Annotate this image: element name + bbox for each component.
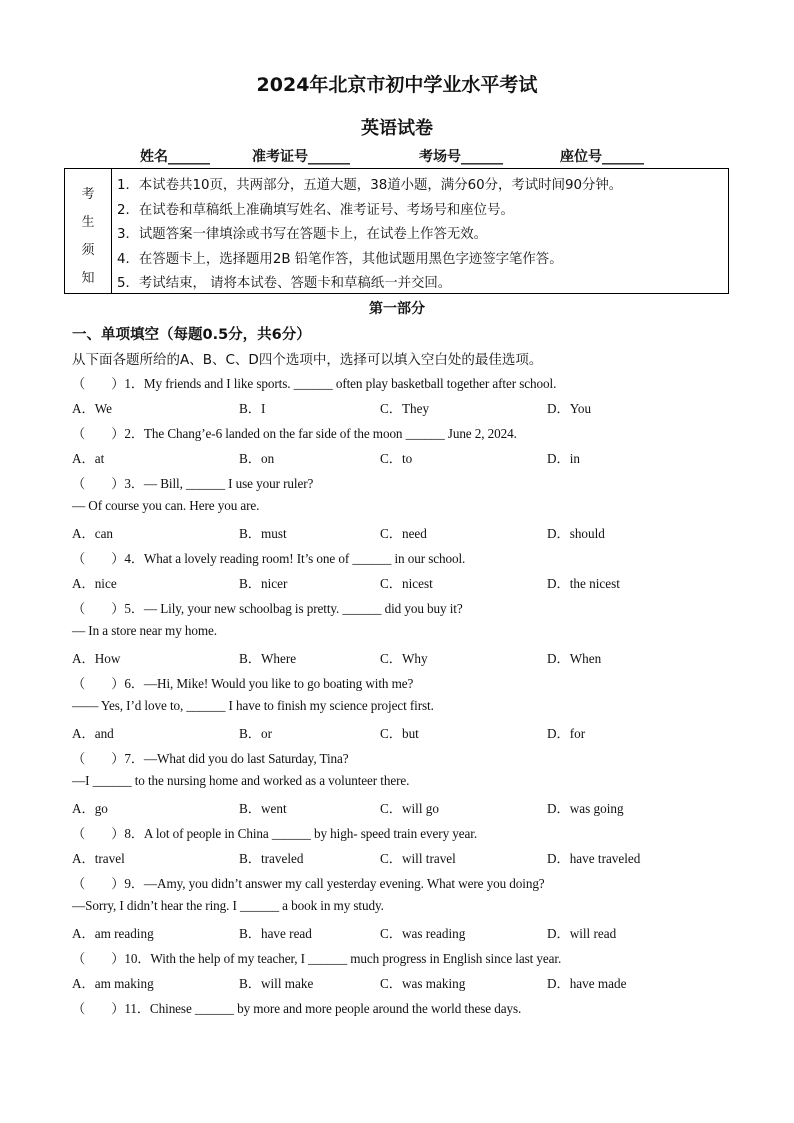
notice-label-char: 知 (81, 271, 95, 286)
answer-option: D．have made (547, 976, 627, 991)
answer-option: D．should (547, 526, 605, 541)
answer-option: A．How (72, 651, 121, 666)
answer-option: A．go (72, 801, 108, 816)
name-field: 姓名______ (140, 149, 210, 165)
answer-option: D．in (547, 451, 580, 466)
answer-option: A．at (72, 451, 105, 466)
answer-option: C．was reading (380, 926, 466, 941)
answer-option: D．You (547, 401, 592, 416)
answer-option: A．and (72, 726, 114, 741)
answer-option: A．am making (72, 976, 154, 991)
question-dialogue-line: — In a store near my home. (72, 623, 217, 638)
notice-label-char: 考 (81, 187, 95, 202)
answer-option: A．can (72, 526, 114, 541)
question-stem: （ ）1．My friends and I like sports. ______ often play basketball together after school. (72, 376, 557, 391)
admission-number-field: 准考证号______ (252, 149, 350, 165)
answer-option: B．or (239, 726, 272, 741)
answer-option: A．nice (72, 576, 117, 591)
answer-option: D．the nicest (547, 576, 620, 591)
part-title: 第一部分 (369, 301, 425, 317)
question-stem: （ ）3．— Bill, ______ I use your ruler? (72, 476, 314, 491)
answer-option: B．will make (239, 976, 314, 991)
answer-option: D．When (547, 651, 602, 666)
question-dialogue-line: —I ______ to the nursing home and worked as a volunteer there. (72, 773, 410, 788)
question-stem: （ ）2．The Chang’e-6 landed on the far side of the moon ______ June 2, 2024. (72, 426, 517, 441)
section-instruction: 从下面各题所给的A、B、C、D四个选项中，选择可以填入空白处的最佳选项。 (72, 352, 543, 368)
answer-option: C．will go (380, 801, 439, 816)
answer-option: C．was making (380, 976, 466, 991)
question-stem: （ ）5．— Lily, your new schoolbag is pretty. ______ did you buy it? (72, 601, 463, 616)
notice-label-char: 生 (81, 215, 95, 230)
notice-item: 3．试题答案一律填涂或书写在答题卡上，在试卷上作答无效。 (117, 227, 488, 242)
answer-option: D．will read (547, 926, 617, 941)
answer-option: C．nicest (380, 576, 433, 591)
notice-item: 4．在答题卡上，选择题用2B 铅笔作答，其他试题用黑色字迹签字笔作答。 (117, 251, 563, 267)
answer-option: C．need (380, 526, 427, 541)
answer-option: D．for (547, 726, 586, 741)
answer-option: A．am reading (72, 926, 154, 941)
question-stem: （ ）10．With the help of my teacher, I ______ much progress in English since last year. (72, 951, 562, 966)
answer-option: B．nicer (239, 576, 288, 591)
question-dialogue-line: —Sorry, I didn’t hear the ring. I ______ a book in my study. (72, 898, 384, 913)
answer-option: C．They (380, 401, 430, 416)
question-stem: （ ）6．—Hi, Mike! Would you like to go boating with me? (72, 676, 414, 691)
answer-option: B．traveled (239, 851, 304, 866)
answer-option: B．went (239, 801, 287, 816)
notice-item: 5．考试结束， 请将本试卷、答题卡和草稿纸一并交回。 (117, 276, 452, 291)
answer-option: A．travel (72, 851, 125, 866)
question-dialogue-line: — Of course you can. Here you are. (72, 498, 260, 513)
answer-option: B．have read (239, 926, 312, 941)
answer-option: B．on (239, 451, 275, 466)
exam-room-field: 考场号______ (419, 149, 503, 165)
answer-option: C．but (380, 726, 419, 741)
question-stem: （ ）8．A lot of people in China ______ by high- speed train every year. (72, 826, 478, 841)
answer-option: B．I (239, 401, 266, 416)
section-title: 一、单项填空（每题0.5分，共6分） (72, 327, 311, 343)
answer-option: C．to (380, 451, 413, 466)
question-stem: （ ）4．What a lovely reading room! It’s one of ______ in our school. (72, 551, 466, 566)
answer-option: D．was going (547, 801, 624, 816)
notice-label-char: 须 (81, 243, 95, 258)
answer-option: B．must (239, 526, 287, 541)
answer-option: C．Why (380, 651, 428, 666)
answer-option: B．Where (239, 651, 297, 666)
question-stem: （ ）11．Chinese ______ by more and more people around the world these days. (72, 1001, 522, 1016)
exam-title: 2024年北京市初中学业水平考试 (256, 74, 538, 96)
notice-label (65, 169, 112, 293)
candidate-notice-box (64, 168, 729, 294)
question-stem: （ ）9．—Amy, you didn’t answer my call yesterday evening. What were you doing? (72, 876, 545, 891)
answer-option: A．We (72, 401, 112, 416)
question-dialogue-line: —— Yes, I’d love to, ______ I have to finish my science project first. (72, 698, 434, 713)
answer-option: D．have traveled (547, 851, 641, 866)
seat-number-field: 座位号______ (560, 149, 644, 165)
paper-subtitle: 英语试卷 (361, 118, 433, 139)
answer-option: C．will travel (380, 851, 456, 866)
notice-item: 1．本试卷共10页，共两部分，五道大题，38道小题，满分60分，考试时间90分钟。 (117, 178, 623, 193)
notice-item: 2．在试卷和草稿纸上准确填写姓名、准考证号、考场号和座位号。 (117, 202, 514, 218)
question-stem: （ ）7．—What did you do last Saturday, Tina? (72, 751, 349, 766)
